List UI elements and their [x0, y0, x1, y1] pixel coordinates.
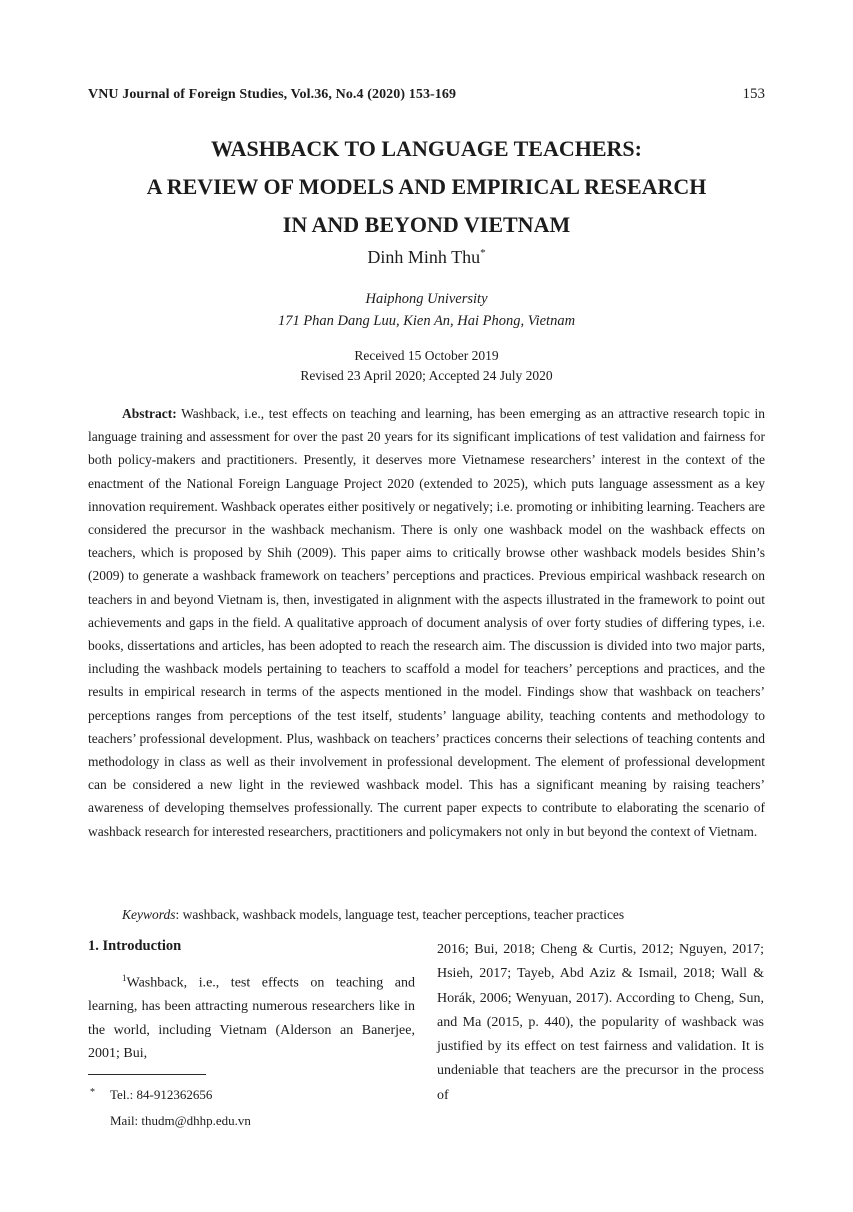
keywords-line [88, 907, 765, 923]
right-column [437, 938, 764, 1108]
intro-paragraph-left-text: Washback, i.e., test effects on teaching and learning, has been attracting numerous researchers like in the world, including Vietnam (Alderson an Banerjee, 2001; Bui, [88, 975, 415, 1062]
footnote-block [88, 1074, 418, 1134]
article-title-line-3: IN AND BEYOND VIETNAM [282, 212, 571, 237]
page-number: 153 [742, 86, 765, 102]
abstract-text: Washback, i.e., test effects on teaching and learning, has been emerging as an attractive research topic in language training and assessment for over the past 20 years for its significant implications of test validation and fairness for both policy-makers and practitioners. Presently, it deserves more Vietnamese researchers’ interest in the context of the enactment of the National Foreign Language Project 2020 (extended to 2025), which puts language assessment as a key innovation requirement. Washback operates either positively or negatively; i.e. promoting or inhibiting learning. Teachers are considered the precursor in the washback mechanism. There is only one washback model on the washback effects on teachers, which is proposed by Shih (2009). This paper aims to critically browse other washback models besides Shin’s (2009) to generate a washback framework on teachers’ perceptions and practices. Previous empirical washback research on teachers in and beyond Vietnam is, then, investigated in alignment with the aspects illustrated in the framework to point out achievements and gaps in the field. A qualitative approach of document analysis of over forty studies of differing types, i.e. books, dissertations and articles, has been adopted to reach the research aim. The discussion is divided into two major parts, including the washback models pertaining to teachers to scaffold a model for teachers’ perceptions and practices, and the results in empirical research in terms of the aspects mentioned in the model. Findings show that washback on teachers’ perceptions ranges from perceptions of the test itself, students’ language ability, teaching contents and methodology to teachers’ professional development. Plus, washback on teachers’ practices concerns their selections of teaching contents and methodology in class as well as their involvement in professional development. The element of professional development can be considered a new light in the reviewed washback model. This has a significant meaning by raising teachers’ awareness of developing themselves professionally. The current paper expects to contribute to elaborating the scenario of washback research for interested researchers, practitioners and policymakers not only in but beyond the context of Vietnam. [88, 406, 765, 839]
affiliation-address: 171 Phan Dang Luu, Kien An, Hai Phong, Vietnam [277, 313, 576, 329]
journal-citation: VNU Journal of Foreign Studies, Vol.36, No.4 (2020) 153-169 [88, 87, 457, 102]
article-title [88, 130, 765, 244]
revised-accepted-date: Revised 23 April 2020; Accepted 24 July 2020 [300, 367, 553, 383]
footnote-mail-line [88, 1108, 418, 1134]
footnote-tel: Tel.: 84-912362656 [110, 1087, 213, 1102]
abstract-paragraph [88, 402, 765, 843]
intro-paragraph-left [88, 967, 415, 1066]
footnote-mail: Mail: thudm@dhhp.edu.vn [110, 1113, 251, 1128]
running-head [88, 86, 765, 103]
author-footnote-marker: * [480, 247, 486, 259]
received-date: Received 15 October 2019 [354, 348, 499, 363]
affiliation-institution: Haiphong University [365, 291, 488, 307]
article-dates [88, 346, 765, 385]
footnote-marker: * [90, 1087, 95, 1098]
footnote-divider [88, 1074, 206, 1075]
article-title-line-1: WASHBACK TO LANGUAGE TEACHERS: [211, 136, 642, 161]
intro-paragraph-right: 2016; Bui, 2018; Cheng & Curtis, 2012; Nguyen, 2017; Hsieh, 2017; Tayeb, Abd Aziz & Ismail, 2018; Wall & Horák, 2006; Wenyuan, 2017). According to Cheng, Sun, and Ma (2015, p. 440), the popularity of washback was justified by its effect on test fairness and validation. It is undeniable that teachers are the precursor in the process of [437, 942, 764, 1103]
keywords-text: : washback, washback models, language test, teacher perceptions, teacher practices [175, 907, 625, 922]
footnote-tel-line [88, 1082, 418, 1108]
keywords-label: Keywords [122, 907, 176, 922]
author-name [88, 247, 765, 268]
article-title-line-2: A REVIEW OF MODELS AND EMPIRICAL RESEARCH [146, 174, 707, 199]
affiliation-block [88, 288, 765, 332]
abstract-label: Abstract: [122, 406, 177, 421]
section-heading-introduction: 1. Introduction [88, 938, 182, 954]
footnote-reference-marker: 1 [122, 973, 127, 983]
author-name-text: Dinh Minh Thu [367, 247, 481, 267]
